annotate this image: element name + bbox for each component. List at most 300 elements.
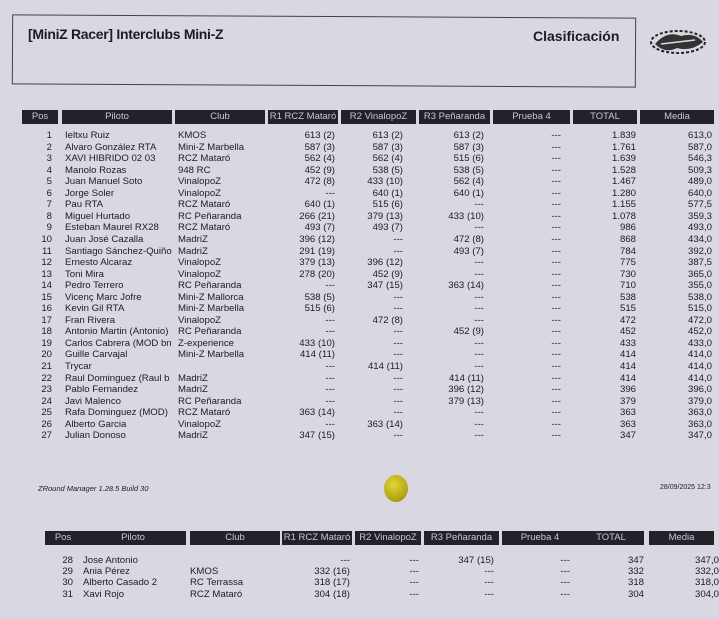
cell-r2: 452 (9) xyxy=(372,268,403,280)
table-row xyxy=(0,588,719,600)
cell-total: 1.078 xyxy=(611,210,636,222)
cell-total: 433 xyxy=(619,337,636,349)
cell-total: 1.761 xyxy=(611,141,636,153)
cell-media: 304,0 xyxy=(694,588,719,600)
cell-piloto: Ieltxu Ruiz xyxy=(65,130,110,141)
table-row xyxy=(0,165,714,176)
cell-r2: --- xyxy=(409,588,419,600)
cell-piloto: Ania Pérez xyxy=(83,566,130,578)
cell-media: 414,0 xyxy=(687,372,712,384)
cell-media: 396,0 xyxy=(687,384,712,396)
cell-club: RCZ Mataró xyxy=(190,588,243,600)
cell-piloto: XAVI HIBRIDO 02 03 xyxy=(65,153,156,165)
table-row xyxy=(0,280,714,291)
cell-pos: 12 xyxy=(41,257,52,269)
cell-total: 986 xyxy=(619,222,636,234)
cell-total: 1.155 xyxy=(611,199,636,211)
cell-piloto: Rafa Dominguez (MOD) xyxy=(65,407,168,419)
cell-prueba4: --- xyxy=(551,176,561,188)
cell-r3: 562 (4) xyxy=(453,176,484,188)
cell-r2: 472 (8) xyxy=(372,314,403,326)
page-title: [MiniZ Racer] Interclubs Mini-Z xyxy=(28,26,224,42)
cell-total: 1.528 xyxy=(611,164,636,176)
cell-prueba4: --- xyxy=(551,187,561,199)
column-header-club: Club xyxy=(190,531,280,545)
cell-club: RC Terrassa xyxy=(190,577,244,589)
cell-piloto: Guille Carvajal xyxy=(65,349,128,361)
cell-total: 318 xyxy=(627,577,644,589)
cell-r3: 433 (10) xyxy=(448,210,484,222)
cell-media: 414,0 xyxy=(687,361,712,372)
cell-r1: --- xyxy=(325,314,335,326)
cell-prueba4: --- xyxy=(551,291,561,303)
cell-piloto: Javi Malenco xyxy=(65,395,121,407)
software-version: ZRound Manager 1.28.5 Build 30 xyxy=(38,484,149,493)
cell-r2: --- xyxy=(393,430,403,442)
cell-pos: 21 xyxy=(41,361,52,372)
cell-pos: 26 xyxy=(41,418,52,430)
cell-prueba4: --- xyxy=(560,577,570,589)
table-row xyxy=(0,373,714,384)
cell-prueba4: --- xyxy=(551,326,561,338)
cell-pos: 7 xyxy=(46,199,52,211)
cell-total: 379 xyxy=(619,395,636,407)
cell-prueba4: --- xyxy=(551,245,561,257)
column-header-piloto: Piloto xyxy=(80,531,186,545)
table-row xyxy=(0,199,714,210)
cell-piloto: Juan José Cazalla xyxy=(65,233,144,245)
cell-total: 347 xyxy=(627,555,644,566)
table-row xyxy=(0,303,714,314)
cell-pos: 1 xyxy=(46,130,52,141)
cell-pos: 13 xyxy=(41,268,52,280)
cell-pos: 9 xyxy=(46,222,52,234)
cell-r3: 379 (13) xyxy=(448,395,484,407)
cell-r1: 587 (3) xyxy=(304,141,335,153)
cell-total: 515 xyxy=(619,303,636,315)
cell-club: 948 RC xyxy=(178,164,211,176)
cell-prueba4: --- xyxy=(551,164,561,176)
cell-r3: --- xyxy=(474,361,484,372)
cell-r1: 363 (14) xyxy=(299,407,335,419)
cell-r3: --- xyxy=(474,303,484,315)
cell-total: 414 xyxy=(619,349,636,361)
cell-media: 387,5 xyxy=(687,257,712,269)
cell-club: MadriZ xyxy=(178,384,208,396)
cell-media: 613,0 xyxy=(687,130,712,141)
cell-r1: 291 (19) xyxy=(299,245,335,257)
cell-club: VinalopoZ xyxy=(178,257,222,269)
cell-total: 1.467 xyxy=(611,176,636,188)
cell-r2: --- xyxy=(393,384,403,396)
cell-total: 730 xyxy=(619,268,636,280)
cell-r1: --- xyxy=(325,395,335,407)
pushpin xyxy=(384,475,408,502)
cell-total: 452 xyxy=(619,326,636,338)
cell-piloto: Vicenç Marc Jofre xyxy=(65,291,142,303)
cell-r3: 538 (5) xyxy=(453,164,484,176)
cell-r3: --- xyxy=(474,268,484,280)
cell-total: 784 xyxy=(619,245,636,257)
cell-r3: --- xyxy=(474,407,484,419)
cell-club: VinalopoZ xyxy=(178,176,222,188)
cell-prueba4: --- xyxy=(551,257,561,269)
cell-pos: 30 xyxy=(62,577,73,589)
column-header-r1: R1 RCZ Mataró xyxy=(283,532,351,543)
cell-piloto: Alberto Casado 2 xyxy=(83,577,158,589)
cell-media: 434,0 xyxy=(687,233,712,245)
cell-r1: 493 (7) xyxy=(304,222,335,234)
cell-r1: 266 (21) xyxy=(299,210,335,222)
cell-pos: 2 xyxy=(46,141,52,153)
cell-piloto: Julian Donoso xyxy=(65,430,126,442)
column-header-pos: Pos xyxy=(45,531,81,545)
cell-r1: 318 (17) xyxy=(314,577,350,589)
cell-media: 347,0 xyxy=(694,555,719,566)
cell-r1: 347 (15) xyxy=(299,430,335,442)
cell-total: 538 xyxy=(619,291,636,303)
cell-pos: 4 xyxy=(46,164,52,176)
cell-media: 489,0 xyxy=(687,176,712,188)
cell-pos: 11 xyxy=(42,245,52,257)
cell-media: 472,0 xyxy=(687,314,712,326)
cell-r2: 379 (13) xyxy=(367,210,403,222)
cell-media: 359,3 xyxy=(687,210,712,222)
cell-prueba4: --- xyxy=(551,280,561,292)
table-row xyxy=(0,566,719,578)
cell-media: 577,5 xyxy=(687,199,712,211)
cell-club: MadriZ xyxy=(178,430,208,442)
cell-pos: 22 xyxy=(41,372,52,384)
cell-club: VinalopoZ xyxy=(178,314,222,326)
cell-r3: 587 (3) xyxy=(453,141,484,153)
column-header-piloto: Piloto xyxy=(62,110,172,124)
cell-prueba4: --- xyxy=(551,418,561,430)
cell-prueba4: --- xyxy=(551,153,561,165)
cell-pos: 23 xyxy=(41,384,52,396)
cell-piloto: Juan Manuel Soto xyxy=(65,176,143,188)
table-row xyxy=(0,338,714,349)
cell-r2: 347 (15) xyxy=(367,280,403,292)
cell-prueba4: --- xyxy=(551,349,561,361)
cell-r3: --- xyxy=(474,314,484,326)
column-header-total: TOTAL xyxy=(578,531,644,545)
cell-r2: 613 (2) xyxy=(372,130,403,141)
cell-r2: --- xyxy=(393,372,403,384)
cell-media: 509,3 xyxy=(687,164,712,176)
table-row xyxy=(0,384,714,395)
cell-r2: --- xyxy=(393,337,403,349)
cell-r3: 363 (14) xyxy=(448,280,484,292)
cell-prueba4: --- xyxy=(551,233,561,245)
cell-r1: 562 (4) xyxy=(304,153,335,165)
cell-r2: --- xyxy=(393,291,403,303)
cell-club: Z-experience xyxy=(178,337,234,349)
cell-club: Mini-Z Marbella xyxy=(178,349,245,361)
print-datetime: 28/09/2025 12:3 xyxy=(660,484,711,491)
cell-r2: --- xyxy=(393,407,403,419)
cell-piloto: Alvaro González RTA xyxy=(65,141,157,153)
cell-r1: 433 (10) xyxy=(299,337,335,349)
cell-pos: 14 xyxy=(41,280,52,292)
cell-piloto: Kevin Gil RTA xyxy=(65,303,125,315)
cell-r1: --- xyxy=(325,187,335,199)
cell-r3: --- xyxy=(474,349,484,361)
column-header-r2: R2 VinalopoZ xyxy=(341,110,416,124)
club-logo-icon xyxy=(647,24,709,60)
cell-club: VinalopoZ xyxy=(178,418,222,430)
cell-pos: 27 xyxy=(41,430,52,442)
cell-club: RCZ Mataró xyxy=(178,407,231,419)
cell-total: 472 xyxy=(619,314,636,326)
column-header-r2: R2 VinalopoZ xyxy=(355,531,421,545)
cell-media: 452,0 xyxy=(687,326,712,338)
cell-r3: --- xyxy=(474,222,484,234)
cell-r2: --- xyxy=(393,395,403,407)
cell-club: RC Peñaranda xyxy=(178,326,242,338)
cell-r1: --- xyxy=(325,384,335,396)
table-row xyxy=(0,257,714,268)
cell-club: RC Peñaranda xyxy=(178,210,242,222)
cell-r1: 379 (13) xyxy=(299,257,335,269)
cell-r2: 562 (4) xyxy=(372,153,403,165)
cell-pos: 28 xyxy=(62,555,73,566)
table-row xyxy=(0,142,714,153)
cell-r1: 332 (16) xyxy=(314,566,350,578)
cell-pos: 25 xyxy=(41,407,52,419)
cell-prueba4: --- xyxy=(551,395,561,407)
cell-r2: 363 (14) xyxy=(367,418,403,430)
cell-r3: 613 (2) xyxy=(453,130,484,141)
cell-club: VinalopoZ xyxy=(178,268,222,280)
table-row xyxy=(0,577,719,589)
table-row xyxy=(0,326,714,337)
cell-prueba4: --- xyxy=(551,130,561,141)
table-row xyxy=(0,234,714,245)
cell-r1: 278 (20) xyxy=(299,268,335,280)
cell-total: 304 xyxy=(627,588,644,600)
cell-total: 1.839 xyxy=(611,130,636,141)
cell-prueba4: --- xyxy=(560,588,570,600)
cell-media: 515,0 xyxy=(687,303,712,315)
cell-r2: 587 (3) xyxy=(372,141,403,153)
cell-piloto: Miguel Hurtado xyxy=(65,210,131,222)
column-header-prueba4: Prueba 4 xyxy=(493,110,570,124)
cell-piloto: Pedro Terrero xyxy=(65,280,124,292)
cell-prueba4: --- xyxy=(551,210,561,222)
cell-piloto: Antonio Martin (Antonio) xyxy=(65,326,169,338)
cell-prueba4: --- xyxy=(551,337,561,349)
cell-club: RCZ Mataró xyxy=(178,222,231,234)
cell-r2: 433 (10) xyxy=(367,176,403,188)
cell-r1: 515 (6) xyxy=(304,303,335,315)
cell-piloto: Toni Mira xyxy=(65,268,104,280)
cell-media: 318,0 xyxy=(694,577,719,589)
cell-pos: 15 xyxy=(41,291,52,303)
cell-r1: 452 (9) xyxy=(304,164,335,176)
cell-club: RCZ Mataró xyxy=(178,199,231,211)
cell-media: 363,0 xyxy=(687,407,712,419)
cell-media: 332,0 xyxy=(694,566,719,578)
column-header-media: Media xyxy=(649,531,714,545)
cell-pos: 17 xyxy=(41,314,52,326)
table-row xyxy=(0,130,714,141)
cell-pos: 10 xyxy=(41,233,52,245)
cell-prueba4: --- xyxy=(551,268,561,280)
cell-prueba4: --- xyxy=(551,199,561,211)
table-row xyxy=(0,555,719,566)
cell-pos: 19 xyxy=(41,337,52,349)
cell-r3: 640 (1) xyxy=(453,187,484,199)
cell-r2: --- xyxy=(393,233,403,245)
cell-piloto: Fran Rivera xyxy=(65,314,116,326)
cell-r2: 414 (11) xyxy=(367,361,403,372)
cell-r2: --- xyxy=(393,349,403,361)
table-row xyxy=(0,188,714,199)
cell-piloto: Jose Antonio xyxy=(83,555,138,566)
cell-r2: --- xyxy=(393,245,403,257)
cell-r3: 347 (15) xyxy=(458,555,494,566)
cell-media: 355,0 xyxy=(687,280,712,292)
column-header-r3: R3 Peñaranda xyxy=(424,531,499,545)
cell-piloto: Alberto Garcia xyxy=(65,418,127,430)
cell-r1: --- xyxy=(325,372,335,384)
table-row xyxy=(0,269,714,280)
column-header-r1: R1 RCZ Mataró xyxy=(269,111,337,122)
table-row xyxy=(0,419,714,430)
cell-r3: 396 (12) xyxy=(448,384,484,396)
cell-piloto: Ernesto Alcaraz xyxy=(65,257,133,269)
cell-prueba4: --- xyxy=(551,430,561,442)
cell-piloto: Esteban Maurel RX28 xyxy=(65,222,159,234)
table-row xyxy=(0,315,714,326)
cell-pos: 24 xyxy=(41,395,52,407)
cell-media: 363,0 xyxy=(687,418,712,430)
table-row xyxy=(0,292,714,303)
cell-r3: 452 (9) xyxy=(453,326,484,338)
table-row xyxy=(0,430,714,441)
cell-r3: 414 (11) xyxy=(448,372,484,384)
cell-media: 365,0 xyxy=(687,268,712,280)
cell-pos: 18 xyxy=(41,326,52,338)
table-row xyxy=(0,407,714,418)
cell-r3: --- xyxy=(484,566,494,578)
cell-piloto: Pablo Fernandez xyxy=(65,384,139,396)
table-row xyxy=(0,153,714,164)
cell-club: Mini-Z Marbella xyxy=(178,303,245,315)
cell-club: MadriZ xyxy=(178,233,208,245)
cell-total: 868 xyxy=(619,233,636,245)
cell-club: Mini-Z Mallorca xyxy=(178,291,244,303)
table-header xyxy=(0,110,714,124)
column-header-club: Club xyxy=(175,110,265,124)
cell-piloto: Pau RTA xyxy=(65,199,104,211)
cell-total: 347 xyxy=(619,430,636,442)
cell-r1: 414 (11) xyxy=(299,349,335,361)
cell-total: 1.280 xyxy=(611,187,636,199)
cell-r1: --- xyxy=(325,361,335,372)
cell-pos: 8 xyxy=(46,210,52,222)
cell-r1: 396 (12) xyxy=(299,233,335,245)
cell-r1: --- xyxy=(325,280,335,292)
cell-r1: 613 (2) xyxy=(304,130,335,141)
cell-pos: 5 xyxy=(46,176,52,188)
table-header-page2 xyxy=(0,531,714,545)
page-subtitle: Clasificación xyxy=(533,28,620,44)
cell-pos: 29 xyxy=(62,566,73,578)
cell-prueba4: --- xyxy=(551,222,561,234)
cell-r2: 640 (1) xyxy=(372,187,403,199)
cell-prueba4: --- xyxy=(551,407,561,419)
cell-r2: 515 (6) xyxy=(372,199,403,211)
cell-total: 710 xyxy=(619,280,636,292)
cell-r1: --- xyxy=(325,326,335,338)
cell-prueba4: --- xyxy=(560,555,570,566)
cell-r3: --- xyxy=(474,337,484,349)
cell-media: 493,0 xyxy=(687,222,712,234)
cell-media: 538,0 xyxy=(687,291,712,303)
cell-media: 347,0 xyxy=(687,430,712,442)
table-row xyxy=(0,396,714,407)
cell-prueba4: --- xyxy=(551,361,561,372)
cell-r1: 472 (8) xyxy=(304,176,335,188)
cell-r2: 538 (5) xyxy=(372,164,403,176)
cell-club: MadriZ xyxy=(178,372,208,384)
cell-media: 640,0 xyxy=(687,187,712,199)
column-header-total: TOTAL xyxy=(573,110,637,124)
cell-r3: 472 (8) xyxy=(453,233,484,245)
cell-prueba4: --- xyxy=(551,384,561,396)
cell-total: 396 xyxy=(619,384,636,396)
cell-piloto: Raul Dominguez (Raul b xyxy=(65,372,170,384)
cell-pos: 31 xyxy=(62,588,73,600)
cell-r1: 640 (1) xyxy=(304,199,335,211)
cell-total: 363 xyxy=(619,418,636,430)
cell-r3: --- xyxy=(474,430,484,442)
cell-club: VinalopoZ xyxy=(178,187,222,199)
cell-r3: --- xyxy=(474,418,484,430)
column-header-prueba4: Prueba 4 xyxy=(502,531,578,545)
cell-r3: 515 (6) xyxy=(453,153,484,165)
cell-prueba4: --- xyxy=(551,372,561,384)
table-row xyxy=(0,349,714,360)
cell-club: KMOS xyxy=(178,130,207,141)
cell-r2: --- xyxy=(393,326,403,338)
table-row xyxy=(0,246,714,257)
table-row xyxy=(0,176,714,187)
cell-media: 392,0 xyxy=(687,245,712,257)
cell-club: Mini-Z Marbella xyxy=(178,141,245,153)
column-header-media: Media xyxy=(640,110,714,124)
cell-total: 1.639 xyxy=(611,153,636,165)
cell-r1: --- xyxy=(325,418,335,430)
cell-club: KMOS xyxy=(190,566,219,578)
cell-piloto: Jorge Soler xyxy=(65,187,115,199)
cell-prueba4: --- xyxy=(551,314,561,326)
cell-piloto: Xavi Rojo xyxy=(83,588,125,600)
cell-piloto: Santiago Sánchez-Quiño xyxy=(65,245,172,257)
cell-pos: 3 xyxy=(46,153,52,165)
cell-r2: 493 (7) xyxy=(372,222,403,234)
cell-club: RC Peñaranda xyxy=(178,395,242,407)
cell-r1: 304 (18) xyxy=(314,588,350,600)
cell-r1: --- xyxy=(340,555,350,566)
cell-r2: --- xyxy=(393,303,403,315)
cell-media: 546,3 xyxy=(687,153,712,165)
cell-piloto: Carlos Cabrera (MOD bn xyxy=(65,337,172,349)
table-row xyxy=(0,361,714,372)
cell-media: 379,0 xyxy=(687,395,712,407)
